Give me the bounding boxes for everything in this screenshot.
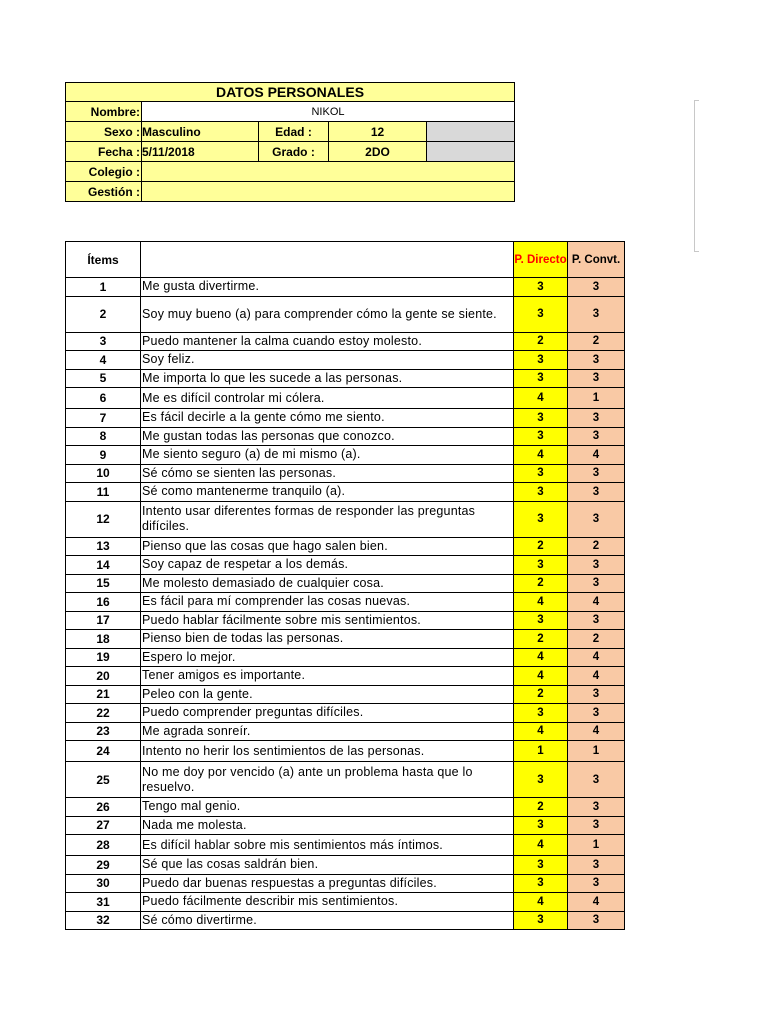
item-p-directo[interactable]: 2: [514, 537, 568, 556]
header-p-convt: P. Convt.: [568, 242, 625, 278]
table-row: [66, 388, 625, 409]
item-p-directo[interactable]: 3: [514, 762, 568, 798]
item-p-directo[interactable]: 3: [514, 501, 568, 537]
grado-value[interactable]: 2DO: [329, 142, 427, 162]
sexo-label: Sexo :: [66, 122, 142, 142]
item-text: No me doy por vencido (a) ante un problema hasta que lo resuelvo.: [141, 762, 514, 798]
item-p-convt: 1: [568, 741, 625, 762]
item-number: 24: [66, 741, 141, 762]
item-p-directo[interactable]: 4: [514, 893, 568, 912]
item-number: 12: [66, 501, 141, 537]
item-number: 16: [66, 593, 141, 612]
edad-label: Edad :: [259, 122, 329, 142]
item-p-directo[interactable]: 4: [514, 593, 568, 612]
item-p-convt: 3: [568, 483, 625, 502]
item-text: Me agrada sonreír.: [141, 722, 514, 741]
table-row: [66, 648, 625, 667]
item-number: 13: [66, 537, 141, 556]
item-text: Tengo mal genio.: [141, 798, 514, 817]
sexo-value[interactable]: Masculino: [142, 122, 259, 142]
edad-extra-cell: [427, 122, 515, 142]
item-p-convt: 1: [568, 388, 625, 409]
item-p-directo[interactable]: 3: [514, 611, 568, 630]
item-p-convt: 3: [568, 369, 625, 388]
item-p-directo[interactable]: 3: [514, 427, 568, 446]
item-number: 27: [66, 816, 141, 835]
item-p-convt: 3: [568, 278, 625, 297]
personal-data-table: [65, 82, 515, 202]
item-p-directo[interactable]: 4: [514, 722, 568, 741]
item-p-directo[interactable]: 3: [514, 369, 568, 388]
item-number: 26: [66, 798, 141, 817]
item-number: 15: [66, 574, 141, 593]
item-p-convt: 3: [568, 911, 625, 930]
item-number: 17: [66, 611, 141, 630]
table-row: [66, 685, 625, 704]
item-text: Intento usar diferentes formas de responder las preguntas difíciles.: [141, 501, 514, 537]
item-p-directo[interactable]: 3: [514, 874, 568, 893]
items-table: [65, 241, 625, 930]
item-p-directo[interactable]: 2: [514, 332, 568, 351]
item-number: 11: [66, 483, 141, 502]
personal-data-title: DATOS PERSONALES: [66, 83, 515, 102]
item-p-convt: 4: [568, 446, 625, 465]
item-p-directo[interactable]: 3: [514, 816, 568, 835]
item-p-directo[interactable]: 2: [514, 685, 568, 704]
item-text: Sé que las cosas saldrán bien.: [141, 856, 514, 875]
item-p-convt: 3: [568, 464, 625, 483]
item-p-directo[interactable]: 3: [514, 911, 568, 930]
item-number: 28: [66, 835, 141, 856]
fecha-label: Fecha :: [66, 142, 142, 162]
item-text: Soy feliz.: [141, 351, 514, 370]
item-p-directo[interactable]: 3: [514, 483, 568, 502]
edad-value[interactable]: 12: [329, 122, 427, 142]
item-p-directo[interactable]: 3: [514, 409, 568, 428]
item-p-directo[interactable]: 4: [514, 667, 568, 686]
table-row: [66, 351, 625, 370]
item-text: Es fácil decirle a la gente cómo me siento.: [141, 409, 514, 428]
table-row: [66, 722, 625, 741]
item-p-convt: 3: [568, 762, 625, 798]
item-number: 2: [66, 296, 141, 332]
item-text: Peleo con la gente.: [141, 685, 514, 704]
item-p-convt: 2: [568, 537, 625, 556]
item-p-convt: 3: [568, 685, 625, 704]
item-text: Espero lo mejor.: [141, 648, 514, 667]
table-row: [66, 798, 625, 817]
table-row: [66, 893, 625, 912]
fecha-value[interactable]: 5/11/2018: [142, 142, 259, 162]
item-number: 25: [66, 762, 141, 798]
item-p-directo[interactable]: 3: [514, 278, 568, 297]
item-text: Sé como mantenerme tranquilo (a).: [141, 483, 514, 502]
table-row: [66, 667, 625, 686]
table-row: [66, 556, 625, 575]
table-row: [66, 483, 625, 502]
item-text: Es difícil hablar sobre mis sentimientos más íntimos.: [141, 835, 514, 856]
item-p-convt: 3: [568, 574, 625, 593]
table-row: [66, 630, 625, 649]
item-p-directo[interactable]: 4: [514, 446, 568, 465]
item-text: Me es difícil controlar mi cólera.: [141, 388, 514, 409]
item-p-directo[interactable]: 3: [514, 464, 568, 483]
table-row: [66, 278, 625, 297]
items-header-row: [66, 242, 625, 278]
table-row: [66, 856, 625, 875]
item-number: 8: [66, 427, 141, 446]
table-row: [66, 911, 625, 930]
header-blank: [141, 242, 514, 278]
item-p-convt: 2: [568, 630, 625, 649]
item-number: 1: [66, 278, 141, 297]
item-p-convt: 3: [568, 427, 625, 446]
item-p-convt: 3: [568, 501, 625, 537]
table-row: [66, 501, 625, 537]
table-row: [66, 741, 625, 762]
table-row: [66, 427, 625, 446]
colegio-label: Colegio :: [66, 162, 142, 182]
table-row: [66, 409, 625, 428]
item-p-convt: 4: [568, 893, 625, 912]
table-row: [66, 762, 625, 798]
item-p-convt: 4: [568, 648, 625, 667]
item-p-directo[interactable]: 3: [514, 856, 568, 875]
item-text: Nada me molesta.: [141, 816, 514, 835]
item-number: 31: [66, 893, 141, 912]
item-p-directo[interactable]: 4: [514, 388, 568, 409]
item-p-convt: 3: [568, 874, 625, 893]
item-p-convt: 1: [568, 835, 625, 856]
item-number: 18: [66, 630, 141, 649]
grado-label: Grado :: [259, 142, 329, 162]
item-number: 3: [66, 332, 141, 351]
item-text: Tener amigos es importante.: [141, 667, 514, 686]
item-p-directo[interactable]: 2: [514, 574, 568, 593]
item-text: Pienso que las cosas que hago salen bien.: [141, 537, 514, 556]
item-p-directo[interactable]: 4: [514, 648, 568, 667]
table-row: [66, 296, 625, 332]
header-items: Ítems: [66, 242, 141, 278]
item-text: Puedo fácilmente describir mis sentimientos.: [141, 893, 514, 912]
item-number: 30: [66, 874, 141, 893]
item-p-directo[interactable]: 1: [514, 741, 568, 762]
table-row: [66, 835, 625, 856]
item-number: 10: [66, 464, 141, 483]
item-text: Intento no herir los sentimientos de las personas.: [141, 741, 514, 762]
item-text: Sé cómo se sienten las personas.: [141, 464, 514, 483]
item-p-directo[interactable]: 3: [514, 704, 568, 723]
item-p-convt: 3: [568, 556, 625, 575]
item-text: Me siento seguro (a) de mi mismo (a).: [141, 446, 514, 465]
table-row: [66, 611, 625, 630]
item-number: 7: [66, 409, 141, 428]
table-row: [66, 704, 625, 723]
item-text: Me importa lo que les sucede a las personas.: [141, 369, 514, 388]
item-number: 6: [66, 388, 141, 409]
header-p-directo: P. Directo: [514, 242, 568, 278]
item-text: Soy muy bueno (a) para comprender cómo la gente se siente.: [141, 296, 514, 332]
item-p-directo[interactable]: 2: [514, 798, 568, 817]
item-text: Me gusta divertirme.: [141, 278, 514, 297]
item-text: Me molesto demasiado de cualquier cosa.: [141, 574, 514, 593]
item-number: 19: [66, 648, 141, 667]
item-p-convt: 3: [568, 816, 625, 835]
item-text: Es fácil para mí comprender las cosas nuevas.: [141, 593, 514, 612]
item-text: Puedo mantener la calma cuando estoy molesto.: [141, 332, 514, 351]
item-text: Puedo dar buenas respuestas a preguntas difíciles.: [141, 874, 514, 893]
item-text: Me gustan todas las personas que conozco.: [141, 427, 514, 446]
item-number: 9: [66, 446, 141, 465]
item-number: 20: [66, 667, 141, 686]
item-number: 4: [66, 351, 141, 370]
item-p-convt: 3: [568, 856, 625, 875]
item-p-directo[interactable]: 3: [514, 351, 568, 370]
item-number: 21: [66, 685, 141, 704]
item-p-convt: 4: [568, 722, 625, 741]
item-p-directo[interactable]: 4: [514, 835, 568, 856]
item-number: 23: [66, 722, 141, 741]
item-p-convt: 3: [568, 409, 625, 428]
item-p-convt: 4: [568, 667, 625, 686]
page-edge-bracket: [694, 100, 699, 252]
item-text: Sé cómo divertirme.: [141, 911, 514, 930]
table-row: [66, 874, 625, 893]
item-text: Puedo comprender preguntas difíciles.: [141, 704, 514, 723]
table-row: [66, 446, 625, 465]
item-p-convt: 2: [568, 332, 625, 351]
table-row: [66, 593, 625, 612]
table-row: [66, 816, 625, 835]
item-text: Pienso bien de todas las personas.: [141, 630, 514, 649]
item-p-directo[interactable]: 3: [514, 556, 568, 575]
nombre-label: Nombre:: [66, 102, 142, 122]
item-p-convt: 3: [568, 611, 625, 630]
grado-extra-cell: [427, 142, 515, 162]
gestion-label: Gestión :: [66, 182, 142, 202]
item-text: Puedo hablar fácilmente sobre mis sentimientos.: [141, 611, 514, 630]
gestion-value[interactable]: [142, 182, 515, 202]
table-row: [66, 464, 625, 483]
item-p-convt: 4: [568, 593, 625, 612]
nombre-value[interactable]: NIKOL: [142, 102, 515, 122]
table-row: [66, 369, 625, 388]
item-number: 14: [66, 556, 141, 575]
item-p-convt: 3: [568, 798, 625, 817]
item-p-convt: 3: [568, 704, 625, 723]
item-number: 29: [66, 856, 141, 875]
item-p-directo[interactable]: 2: [514, 630, 568, 649]
item-p-directo[interactable]: 3: [514, 296, 568, 332]
item-p-convt: 3: [568, 351, 625, 370]
item-number: 32: [66, 911, 141, 930]
table-row: [66, 332, 625, 351]
item-number: 22: [66, 704, 141, 723]
item-text: Soy capaz de respetar a los demás.: [141, 556, 514, 575]
item-p-convt: 3: [568, 296, 625, 332]
item-number: 5: [66, 369, 141, 388]
table-row: [66, 537, 625, 556]
table-row: [66, 574, 625, 593]
colegio-value[interactable]: [142, 162, 515, 182]
